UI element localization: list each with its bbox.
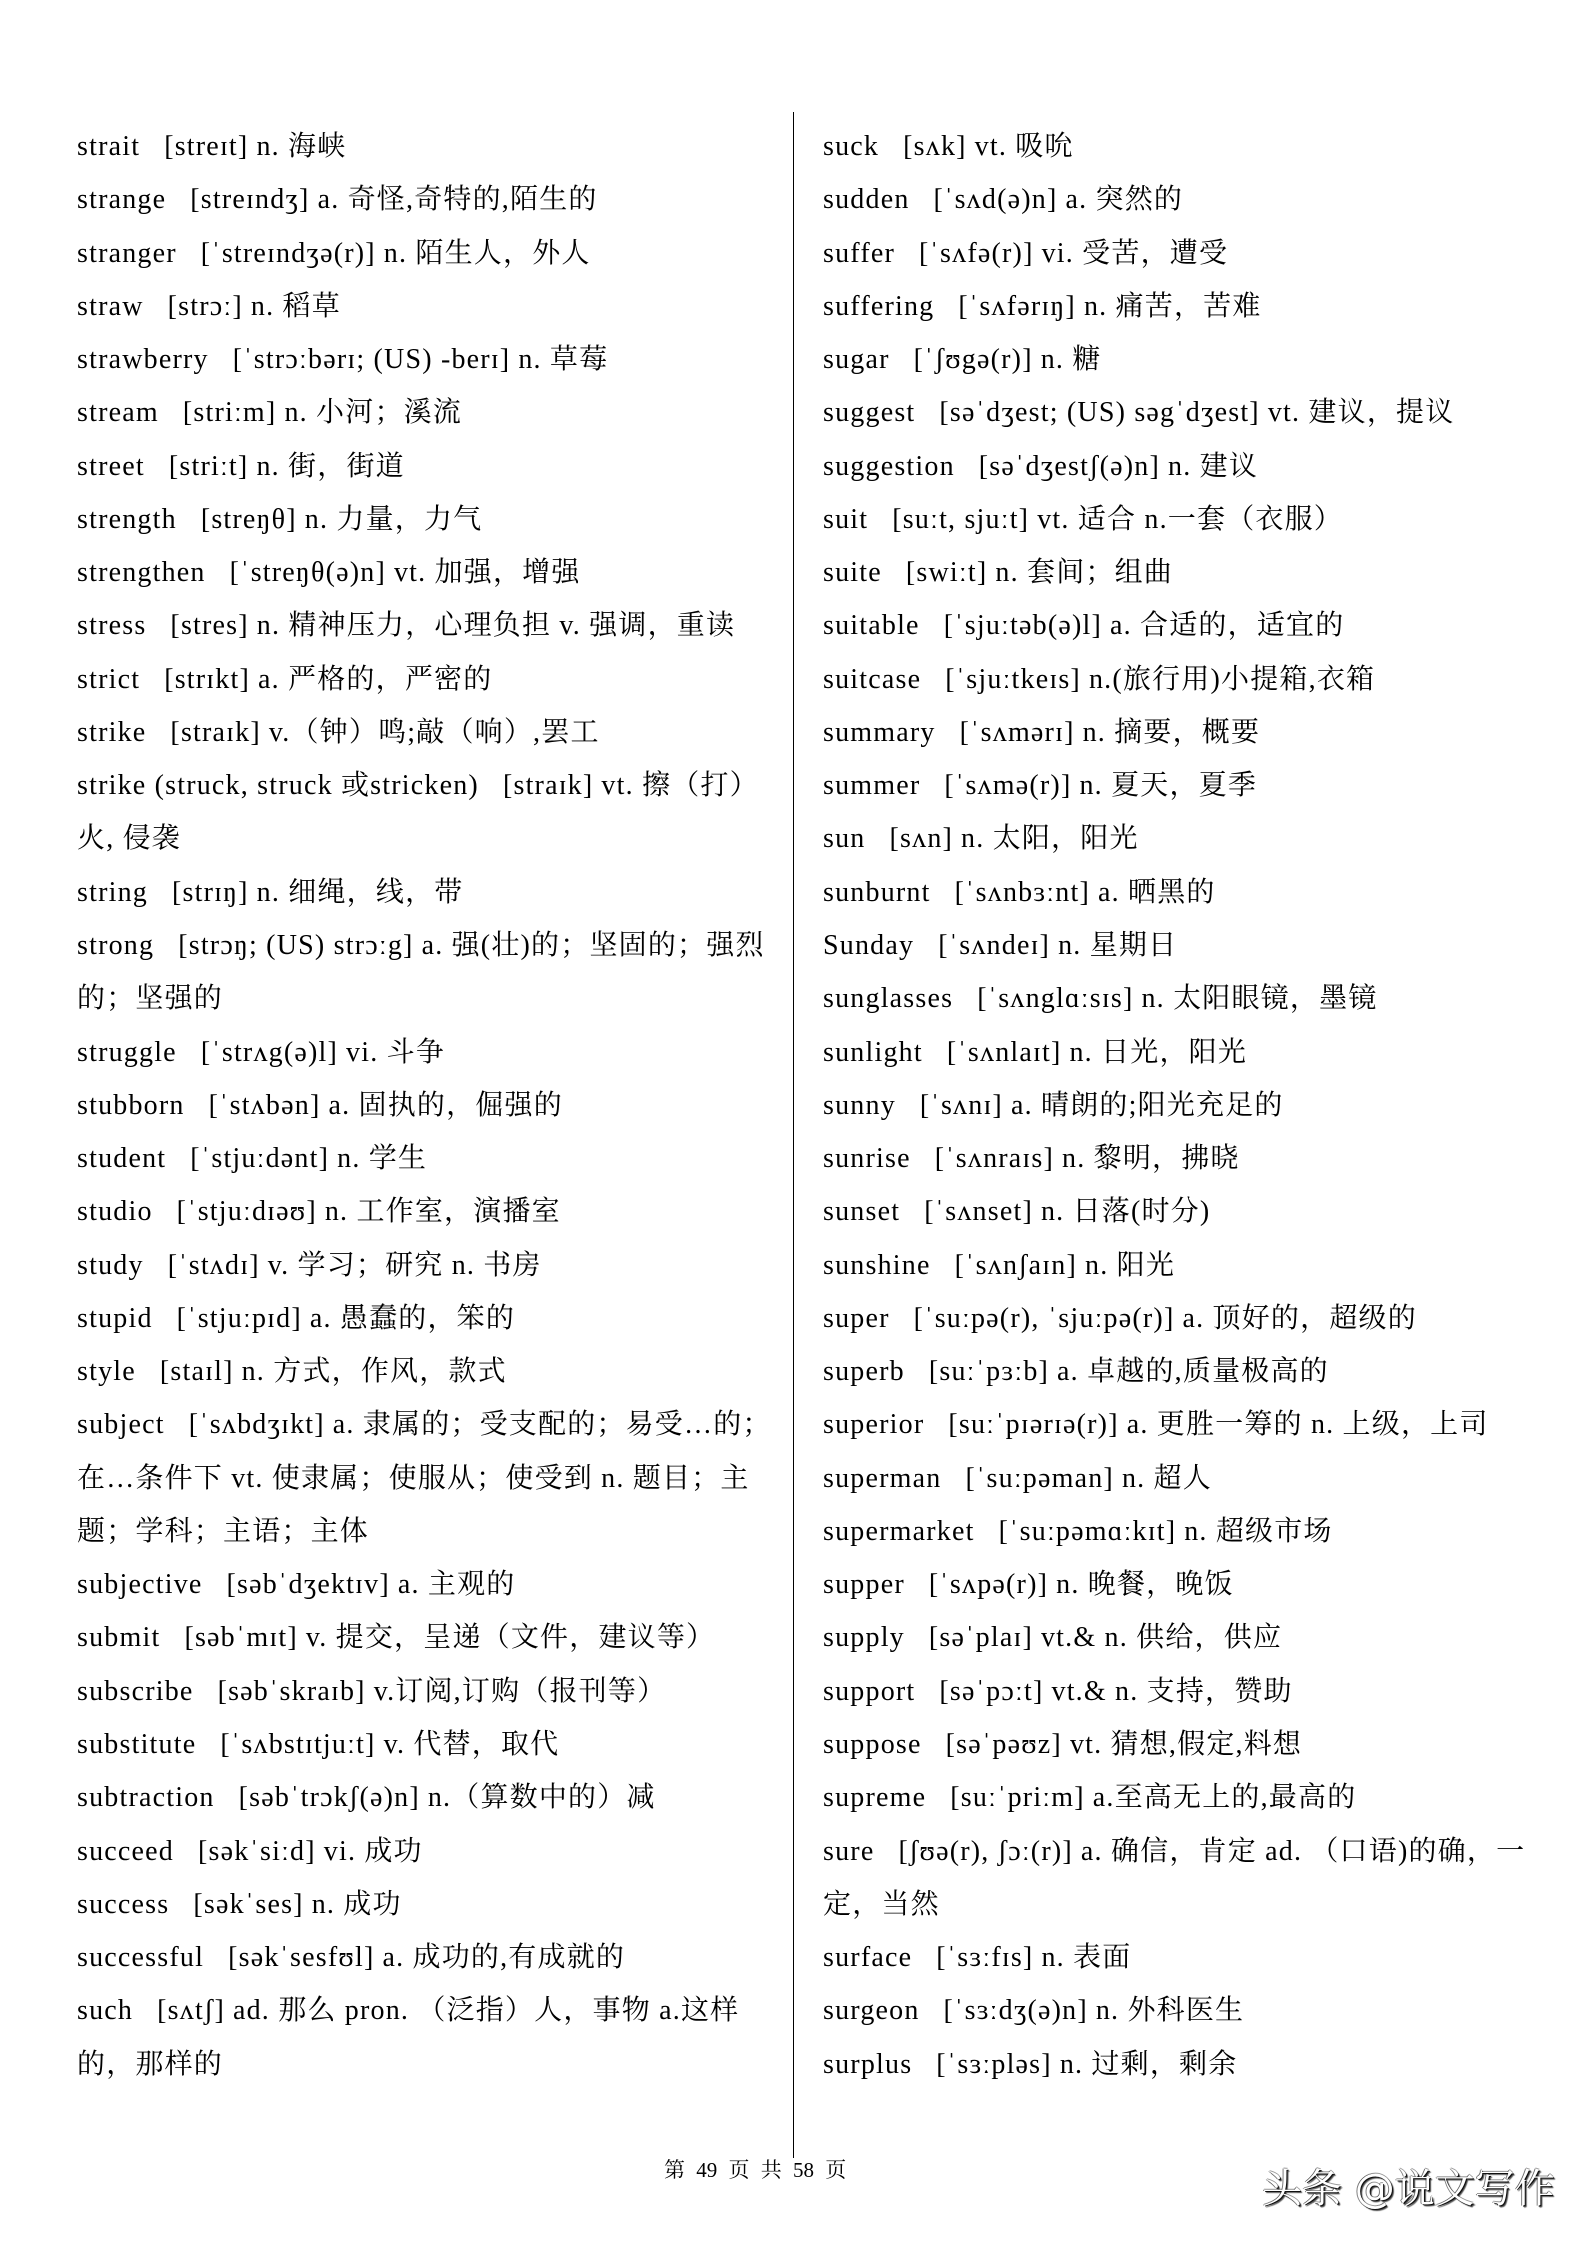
definition: a. 卓越的,质量极高的 — [1057, 1356, 1329, 1388]
phonetic: [strɔː] — [167, 290, 243, 322]
phonetic: [ˈsʌnʃaɪn] — [954, 1249, 1078, 1281]
phonetic: [ˈsʌfərɪŋ] — [958, 290, 1076, 322]
headword: struggle — [77, 1036, 177, 1068]
headword: surgeon — [823, 1995, 920, 2027]
right-column — [823, 120, 1535, 2091]
entry-student — [77, 1132, 772, 1185]
definition: vt. 适合 n.一套（衣服） — [1037, 503, 1343, 535]
phonetic: [səkˈsesfʊl] — [228, 1942, 375, 1974]
headword: street — [77, 450, 145, 482]
headword: stress — [77, 610, 147, 642]
phonetic: [ˈsʌnglɑːsɪs] — [977, 983, 1134, 1015]
phonetic: [straɪk] — [502, 770, 594, 802]
headword: Sunday — [823, 929, 915, 961]
phonetic: [strɪŋ] — [171, 876, 249, 908]
phonetic: [ˈʃʊgə(r)] — [913, 344, 1033, 376]
headword: studio — [77, 1196, 153, 1228]
definition: vt. 猜想,假定,料想 — [1069, 1728, 1303, 1760]
headword: study — [77, 1249, 144, 1281]
headword: string — [77, 876, 148, 908]
definition: a. 成功的,有成就的 — [382, 1942, 626, 1974]
entry-string — [77, 866, 772, 919]
entry-sunshine — [823, 1239, 1535, 1292]
entry-superb — [823, 1345, 1535, 1398]
definition: n. 精神压力，心理负担 v. 强调，重读 — [256, 610, 736, 642]
entry-successful — [77, 1931, 772, 1984]
definition: a. 合适的，适宜的 — [1110, 610, 1345, 642]
phonetic: [ˈstjuːdənt] — [190, 1143, 330, 1175]
entry-stream — [77, 386, 772, 439]
headword: strike — [77, 716, 147, 748]
phonetic: [sʌn] — [889, 823, 954, 855]
definition: n. 陌生人，外人 — [383, 237, 591, 269]
entry-stress — [77, 599, 772, 652]
definition: n. 晚餐，晚饭 — [1056, 1569, 1234, 1601]
headword: stranger — [77, 237, 177, 269]
phonetic: [səˈplaɪ] — [928, 1622, 1033, 1654]
entry-suggestion — [823, 440, 1535, 493]
phonetic: [səˈpɔːt] — [939, 1675, 1044, 1707]
phonetic: [ˈsuːpəmɑːkɪt] — [998, 1515, 1177, 1547]
entry-stupid — [77, 1292, 772, 1345]
entry-subtraction — [77, 1771, 772, 1824]
headword: sunlight — [823, 1036, 923, 1068]
phonetic: [stres] — [170, 610, 249, 642]
headword: sugar — [823, 344, 890, 376]
definition: n. 摘要，概要 — [1082, 716, 1261, 748]
entry-suitable — [823, 599, 1535, 652]
entry-supply — [823, 1611, 1535, 1664]
phonetic: [straɪk] — [170, 716, 261, 748]
definition: a. 晒黑的 — [1098, 876, 1216, 908]
headword: sunburnt — [823, 876, 931, 908]
watermark-text: 头条 @说文写作 — [1262, 2166, 1555, 2212]
phonetic: [strɔŋ; (US) strɔːg] — [178, 929, 414, 961]
headword: subjective — [77, 1569, 203, 1601]
phonetic: [səkˈses] — [193, 1888, 304, 1920]
definition: a. 顶好的，超级的 — [1182, 1302, 1417, 1334]
phonetic: [ˈstreɪndʒə(r)] — [200, 237, 376, 269]
entry-studio — [77, 1185, 772, 1238]
definition: n. 黎明，拂晓 — [1062, 1143, 1240, 1175]
column-divider — [793, 112, 794, 2158]
phonetic: [ˈstjuːpɪd] — [176, 1302, 302, 1334]
phonetic: [streŋθ] — [200, 503, 297, 535]
headword: stubborn — [77, 1089, 185, 1121]
entry-surgeon — [823, 1984, 1535, 2037]
definition: n. 稻草 — [250, 290, 341, 322]
headword: supreme — [823, 1782, 927, 1814]
definition: a.至高无上的,最高的 — [1092, 1782, 1357, 1814]
definition: ad. 那么 pron. （泛指）人，事物 a.这样的，那样的 — [77, 1995, 740, 2080]
entry-sunny — [823, 1079, 1535, 1132]
headword: suppose — [823, 1728, 922, 1760]
headword: strong — [77, 929, 155, 961]
entry-suck — [823, 120, 1535, 173]
entry-sunlight — [823, 1026, 1535, 1079]
headword: summary — [823, 716, 936, 748]
entry-subjective — [77, 1558, 772, 1611]
phonetic: [sʌk] — [903, 131, 967, 162]
phonetic: [ˈsjuːtkeɪs] — [945, 663, 1081, 695]
definition: n. 太阳，阳光 — [961, 823, 1139, 855]
entry-suffering — [823, 280, 1535, 333]
phonetic: [ˈstrʌg(ə)l] — [200, 1036, 339, 1068]
definition: a. 突然的 — [1065, 184, 1184, 216]
phonetic: [ˈstʌdɪ] — [167, 1249, 260, 1281]
definition: n. 日光，阳光 — [1069, 1036, 1248, 1068]
entry-street — [77, 440, 772, 493]
headword: subscribe — [77, 1675, 194, 1707]
entry-strawberry — [77, 333, 772, 386]
entry-superior — [823, 1398, 1535, 1451]
definition: a. 隶属的；受支配的；易受…的；在…条件下 vt. 使隶属；使服从；使受到 n. 题目；主题；学科；主语；主体 — [77, 1409, 772, 1547]
entry-strengthen — [77, 546, 772, 599]
definition: vt. 加强，增强 — [393, 557, 581, 589]
headword: succeed — [77, 1835, 175, 1867]
definition: n. 细绳，线，带 — [256, 876, 464, 908]
phonetic: [səˈdʒest; (US) səgˈdʒest] — [939, 397, 1260, 429]
headword: strengthen — [77, 557, 206, 589]
definition: v. 提交，呈递（文件，建议等） — [305, 1622, 716, 1654]
entry-sunrise — [823, 1132, 1535, 1185]
definition: n. 日落(时分) — [1040, 1196, 1211, 1228]
definition: n. 套间；组曲 — [995, 557, 1174, 589]
phonetic: [ˈsʌd(ə)n] — [933, 184, 1058, 216]
entry-summary — [823, 706, 1535, 759]
phonetic: [səkˈsiːd] — [198, 1835, 316, 1867]
phonetic: [ˈstjuːdɪəʊ] — [176, 1196, 317, 1228]
entry-superman — [823, 1452, 1535, 1505]
headword: success — [77, 1888, 170, 1920]
entry-suit — [823, 493, 1535, 546]
headword: sunglasses — [823, 983, 954, 1015]
definition: n. 太阳眼镜，墨镜 — [1141, 983, 1378, 1015]
definition: n. 星期日 — [1058, 929, 1178, 961]
phonetic: [ˈsʌmərɪ] — [959, 716, 1075, 748]
entry-supreme — [823, 1771, 1535, 1824]
phonetic: [ˈsɜːdʒ(ə)n] — [943, 1995, 1088, 2027]
entry-strange — [77, 173, 772, 226]
phonetic: [streɪndʒ] — [190, 184, 310, 216]
headword: superior — [823, 1409, 925, 1441]
definition: vt. 擦（打）火, 侵袭 — [77, 770, 759, 855]
entry-such — [77, 1984, 772, 2091]
definition: a. 主观的 — [397, 1569, 516, 1601]
phonetic: [səbˈtrɔkʃ(ə)n] — [238, 1782, 420, 1814]
headword: subtraction — [77, 1782, 215, 1814]
entry-struggle — [77, 1026, 772, 1079]
entry-submit — [77, 1611, 772, 1664]
phonetic: [striːm] — [182, 397, 277, 429]
headword: strict — [77, 663, 141, 695]
definition: n. 海峡 — [256, 131, 347, 162]
entry-success — [77, 1878, 772, 1931]
phonetic: [ˈstreŋθ(ə)n] — [229, 557, 386, 589]
definition: vi. 受苦，遭受 — [1041, 237, 1229, 269]
headword: strait — [77, 131, 141, 162]
definition: vt. 吸吮 — [974, 131, 1074, 162]
entry-super — [823, 1292, 1535, 1345]
entry-suggest — [823, 386, 1535, 439]
headword: substitute — [77, 1728, 197, 1760]
entry-supper — [823, 1558, 1535, 1611]
entry-sunday — [823, 919, 1535, 972]
headword: supper — [823, 1569, 905, 1601]
entry-strike — [77, 706, 772, 759]
headword: suit — [823, 503, 869, 535]
entry-substitute — [77, 1718, 772, 1771]
entry-stubborn — [77, 1079, 772, 1132]
headword: suggestion — [823, 450, 955, 482]
phonetic: [ˈsuːpəman] — [965, 1462, 1114, 1494]
headword: sunny — [823, 1089, 896, 1121]
entry-stranger — [77, 227, 772, 280]
entry-straw — [77, 280, 772, 333]
phonetic: [səbˈdʒektɪv] — [226, 1569, 390, 1601]
definition: n. 痛苦，苦难 — [1083, 290, 1262, 322]
entry-support — [823, 1665, 1535, 1718]
entry-sunglasses — [823, 972, 1535, 1025]
phonetic: [suːˈpɪərɪə(r)] — [948, 1409, 1119, 1441]
definition: vi. 斗争 — [346, 1036, 446, 1068]
headword: strange — [77, 184, 167, 216]
headword: suite — [823, 557, 882, 589]
definition: a. 强(壮)的；坚固的；强烈的；坚强的 — [77, 929, 765, 1015]
phonetic: [ˈsʌnlaɪt] — [946, 1036, 1062, 1068]
entry-succeed — [77, 1825, 772, 1878]
definition: a. 愚蠢的，笨的 — [309, 1302, 516, 1334]
entry-suppose — [823, 1718, 1535, 1771]
definition: n. 成功 — [311, 1888, 402, 1920]
definition: v. 学习；研究 n. 书房 — [267, 1249, 542, 1281]
headword: suffer — [823, 237, 895, 269]
definition: n. 学生 — [337, 1143, 428, 1175]
phonetic: [ˈsʌnɪ] — [919, 1089, 1003, 1121]
page-number-footer: 第 49 页 共 58 页 — [664, 2158, 847, 2182]
headword: supply — [823, 1622, 905, 1654]
phonetic: [ˈsʌmə(r)] — [944, 770, 1072, 802]
headword: summer — [823, 770, 921, 802]
definition: a. 确信，肯定 ad. （口语)的确，一定，当然 — [823, 1835, 1526, 1920]
entry-sunset — [823, 1185, 1535, 1238]
entry-summer — [823, 759, 1535, 812]
definition: n. 小河；溪流 — [284, 397, 463, 429]
phonetic: [suːt, sjuːt] — [892, 503, 1030, 535]
phonetic: [ˈsʌnraɪs] — [934, 1143, 1055, 1175]
headword: suitable — [823, 610, 920, 642]
headword: strawberry — [77, 344, 209, 376]
phonetic: [səbˈmɪt] — [184, 1622, 298, 1654]
entry-subscribe — [77, 1665, 772, 1718]
definition: v.订阅,订购（报刊等） — [373, 1675, 667, 1707]
headword: suitcase — [823, 663, 922, 695]
definition: a. 晴朗的;阳光充足的 — [1010, 1089, 1284, 1121]
phonetic: [ˈsʌbdʒɪkt] — [188, 1409, 325, 1441]
phonetic: [ˈsʌbstɪtjuːt] — [220, 1728, 376, 1760]
entry-sure — [823, 1825, 1535, 1932]
definition: v.（钟）鸣;敲（响）,罢工 — [268, 716, 600, 748]
entry-surface — [823, 1931, 1535, 1984]
entry-surplus — [823, 2038, 1535, 2091]
phonetic: [strɪkt] — [164, 663, 250, 695]
entry-supermarket — [823, 1505, 1535, 1558]
definition: vi. 成功 — [323, 1835, 423, 1867]
headword: surface — [823, 1942, 913, 1974]
headword: surplus — [823, 2048, 913, 2080]
headword: superman — [823, 1462, 942, 1494]
entry-subject — [77, 1398, 772, 1558]
entry-strike-past — [77, 759, 772, 866]
headword: sudden — [823, 184, 910, 216]
definition: n. 工作室，演播室 — [324, 1196, 561, 1228]
definition: n. 超级市场 — [1184, 1515, 1333, 1547]
definition: a. 严格的，严密的 — [258, 663, 493, 695]
definition: n. 街，街道 — [256, 450, 405, 482]
definition: n. 过剩，剩余 — [1059, 2048, 1238, 2080]
entry-suitcase — [823, 653, 1535, 706]
entry-suite — [823, 546, 1535, 599]
headword: suffering — [823, 290, 935, 322]
phonetic: [ˈsʌndeɪ] — [938, 929, 1051, 961]
headword: sunrise — [823, 1143, 911, 1175]
phonetic: [ˈsʌnbɜːnt] — [954, 876, 1090, 908]
headword: sun — [823, 823, 866, 855]
phonetic: [suːˈpɜːb] — [928, 1356, 1050, 1388]
definition: n. 超人 — [1121, 1462, 1212, 1494]
definition: vt.& n. 支持，赞助 — [1051, 1675, 1293, 1707]
phonetic: [swiːt] — [905, 557, 988, 589]
definition: v. 代替，取代 — [383, 1728, 560, 1760]
definition: n. 建议 — [1168, 450, 1259, 482]
definition: vt.& n. 供给，供应 — [1040, 1622, 1283, 1654]
entry-sugar — [823, 333, 1535, 386]
entry-sunburnt — [823, 866, 1535, 919]
definition: a. 固执的，倔强的 — [328, 1089, 563, 1121]
headword: supermarket — [823, 1515, 975, 1547]
headword: suggest — [823, 397, 916, 429]
headword: sure — [823, 1835, 875, 1867]
definition: n. 表面 — [1041, 1942, 1132, 1974]
headword: student — [77, 1143, 167, 1175]
definition: n.(旅行用)小提箱,衣箱 — [1088, 663, 1376, 695]
headword: straw — [77, 290, 144, 322]
phonetic: [səbˈskraɪb] — [217, 1675, 366, 1707]
headword: subject — [77, 1409, 165, 1441]
phonetic: [ˈsjuːtəb(ə)l] — [943, 610, 1102, 642]
phonetic: [sʌtʃ] — [157, 1995, 225, 2027]
headword: successful — [77, 1942, 205, 1974]
phonetic: [ˈsɜːpləs] — [936, 2048, 1052, 2080]
left-column — [77, 120, 772, 2091]
definition: n. 力量，力气 — [304, 503, 483, 535]
headword: strength — [77, 503, 177, 535]
headword: superb — [823, 1356, 905, 1388]
definition: n. 草莓 — [518, 344, 609, 376]
definition: n. 方式，作风，款式 — [241, 1356, 507, 1388]
phonetic: [staɪl] — [159, 1356, 234, 1388]
entry-style — [77, 1345, 772, 1398]
phonetic: [səˈpəʊz] — [945, 1728, 1062, 1760]
entry-strength — [77, 493, 772, 546]
headword: support — [823, 1675, 916, 1707]
definition: n.（算数中的）减 — [427, 1782, 656, 1814]
headword: sunset — [823, 1196, 901, 1228]
headword: such — [77, 1995, 134, 2027]
phonetic: [ˈsʌpə(r)] — [928, 1569, 1049, 1601]
headword: submit — [77, 1622, 161, 1654]
headword: sunshine — [823, 1249, 931, 1281]
headword: suck — [823, 131, 880, 162]
definition: n. 夏天，夏季 — [1079, 770, 1258, 802]
headword: stupid — [77, 1302, 153, 1334]
phonetic: [səˈdʒestʃ(ə)n] — [978, 450, 1161, 482]
definition: a. 更胜一筹的 n. 上级，上司 — [1126, 1409, 1489, 1441]
definition: a. 奇怪,奇特的,陌生的 — [317, 184, 598, 216]
phonetic: [suːˈpriːm] — [950, 1782, 1085, 1814]
phonetic: [ˈsuːpə(r), ˈsjuːpə(r)] — [913, 1302, 1175, 1334]
entry-strait — [77, 120, 772, 173]
definition: n. 外科医生 — [1095, 1995, 1245, 2027]
entry-study — [77, 1239, 772, 1292]
entry-strict — [77, 653, 772, 706]
headword: super — [823, 1302, 890, 1334]
phonetic: [ˈsʌfə(r)] — [919, 237, 1034, 269]
phonetic: [ˈstrɔːbərɪ; (US) -berɪ] — [232, 344, 511, 376]
entry-sudden — [823, 173, 1535, 226]
definition: vt. 建议，提议 — [1267, 397, 1455, 429]
headword: strike (struck, struck 或stricken) — [77, 770, 479, 802]
phonetic: [striːt] — [168, 450, 249, 482]
phonetic: [ˈstʌbən] — [208, 1089, 321, 1121]
entry-sun — [823, 812, 1535, 865]
phonetic: [ˈsʌnset] — [924, 1196, 1033, 1228]
definition: n. 阳光 — [1085, 1249, 1176, 1281]
definition: n. 糖 — [1040, 344, 1102, 376]
phonetic: [streɪt] — [164, 131, 249, 162]
entry-suffer — [823, 227, 1535, 280]
entry-strong — [77, 919, 772, 1026]
phonetic: [ˈsɜːfɪs] — [936, 1942, 1034, 1974]
phonetic: [ʃʊə(r), ʃɔː(r)] — [898, 1835, 1073, 1867]
headword: stream — [77, 397, 159, 429]
headword: style — [77, 1356, 136, 1388]
